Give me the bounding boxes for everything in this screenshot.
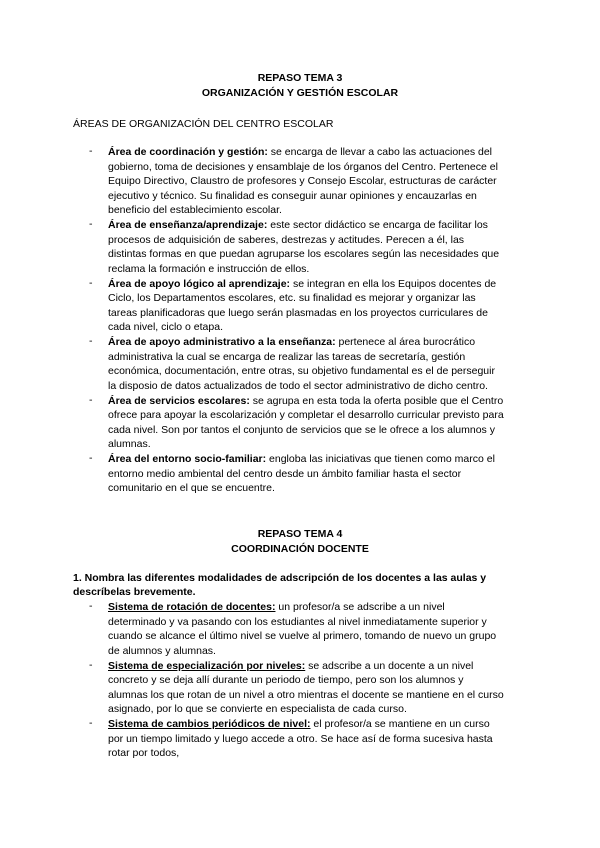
- tema4-subtitle: COORDINACIÓN DOCENTE: [231, 543, 369, 555]
- list-item: Área de coordinación y gestión: se encarga de llevar a cabo las actuaciones del: [108, 146, 493, 158]
- item-text-line: tareas planificadoras que luego serán plasmadas en los proyectos curriculares de: [108, 307, 488, 319]
- item-term: Área de apoyo lógico al aprendizaje:: [108, 278, 291, 290]
- tema3-subtitle: ORGANIZACIÓN Y GESTIÓN ESCOLAR: [201, 87, 399, 99]
- item-text-line: concreto y se deja allí durante un periodo de tiempo, pero son los alumnos y: [108, 674, 464, 686]
- list-item: Sistema de especialización por niveles: se adscribe a un docente a un nivel: [108, 660, 474, 672]
- item-text-line: gobierno, toma de decisiones y ensamblaje de los órganos del Centro. Pertenece el: [108, 161, 498, 173]
- tema4-title: REPASO TEMA 4: [257, 528, 343, 540]
- item-text-line: rotar por todos,: [108, 747, 180, 759]
- item-term: Sistema de rotación de docentes:: [108, 601, 276, 613]
- list-item: Área de enseñanza/aprendizaje: este sector didáctico se encarga de facilitar los: [108, 219, 488, 231]
- item-text-line: cada nivel, ciclo o etapa.: [108, 321, 223, 333]
- item-text-line: cuando se alcance el último nivel se vuelve al primero, tomando de nuevo un grupo: [108, 630, 497, 642]
- list-bullet: -: [89, 218, 93, 230]
- item-text-line: ejecutivo y técnico. Su finalidad es conseguir aunar opiniones y encauzarlas en: [108, 190, 477, 202]
- list-item: Área de apoyo lógico al aprendizaje: se integran en ella los Equipos docentes de: [108, 278, 497, 290]
- item-text-line: la disposio de datos actualizados de todo el sector administrativo de dicho centro.: [108, 380, 488, 392]
- list-bullet: -: [89, 335, 93, 347]
- item-term: Área de enseñanza/aprendizaje:: [108, 219, 268, 231]
- item-term: Área de coordinación y gestión:: [108, 146, 268, 158]
- item-term: Área del entorno socio-familiar:: [108, 453, 267, 465]
- item-text-line: procesos de adquisición de saberes, destrezas y actitudes. Perecen a él, las: [108, 234, 465, 246]
- question-line: descríbelas brevemente.: [73, 586, 196, 598]
- item-term: Área de apoyo administrativo a la enseñanza:: [108, 336, 336, 348]
- list-item: Área de servicios escolares: se agrupa en esta toda la oferta posible que el Centro: [108, 395, 504, 407]
- list-bullet: -: [89, 717, 93, 729]
- item-text-line: determinado y va pasando con los estudiantes al nivel inmediatamente superior y: [108, 616, 487, 628]
- list-bullet: -: [89, 145, 93, 157]
- item-text-line: distintas formas en que puedan agruparse los escolares según las necesidades que: [108, 248, 500, 260]
- item-term: Área de servicios escolares:: [108, 395, 250, 407]
- item-text-line: alumnas.: [108, 438, 151, 450]
- list-bullet: -: [89, 394, 93, 406]
- question-line: 1. Nombra las diferentes modalidades de adscripción de los docentes a las aulas y: [73, 572, 487, 584]
- list-item: Área de apoyo administrativo a la enseñanza: pertenece al área burocrático: [108, 336, 476, 348]
- item-text-line: Equipo Directivo, Claustro de profesores y Consejo Escolar, estructuras de carácter: [108, 175, 497, 187]
- item-text-line: cada nivel. Son por tantos el conjunto de servicios que se le ofrece a los alumnos y: [108, 424, 495, 436]
- item-text-line: administrativa la cual se encarga de realizar las tareas de secretaría, gestión: [108, 351, 466, 363]
- list-bullet: -: [89, 659, 93, 671]
- list-item: Sistema de cambios periódicos de nivel: el profesor/a se mantiene en un curso: [108, 718, 490, 730]
- item-term: Sistema de cambios periódicos de nivel:: [108, 718, 311, 730]
- item-text-line: ofrece para apoyar la escolarización y completar el desarrollo curricular previsto para: [108, 409, 504, 421]
- item-text-line: de alumnos y alumnas.: [108, 645, 216, 657]
- item-text-line: beneficio del establecimiento escolar.: [108, 204, 282, 216]
- item-text-line: entorno medio ambiental del centro desde un ámbito familiar hasta el sector: [108, 468, 462, 480]
- item-text-line: reclama la formación e instrucción de ellos.: [108, 263, 310, 275]
- tema3-title: REPASO TEMA 3: [257, 72, 343, 84]
- list-bullet: -: [89, 277, 93, 289]
- item-term: Sistema de especialización por niveles:: [108, 660, 306, 672]
- list-bullet: -: [89, 452, 93, 464]
- item-text-line: comunitario en el que se encuentre.: [108, 482, 275, 494]
- tema3-section-heading: ÁREAS DE ORGANIZACIÓN DEL CENTRO ESCOLAR: [73, 118, 334, 130]
- item-text-line: Ciclo, los Departamentos escolares, etc. su finalidad es mejorar y organizar las: [108, 292, 476, 304]
- item-text-line: económica, documentación, entre otras, su objetivo fundamental es el de perseguir: [108, 365, 495, 377]
- list-bullet: -: [89, 600, 93, 612]
- list-item: Sistema de rotación de docentes: un profesor/a se adscribe a un nivel: [108, 601, 445, 613]
- list-item: Área del entorno socio-familiar: engloba las iniciativas que tienen como marco el: [108, 453, 495, 465]
- item-text-line: alumnas los que rotan de un nivel a otro mientras el docente se mantiene en el curso: [108, 689, 504, 701]
- item-text-line: por un tiempo limitado y luego accede a otro. Se hace así de forma sucesiva hasta: [108, 733, 493, 745]
- item-text-line: asignado, por lo que se convierte en especialista de cada curso.: [108, 703, 407, 715]
